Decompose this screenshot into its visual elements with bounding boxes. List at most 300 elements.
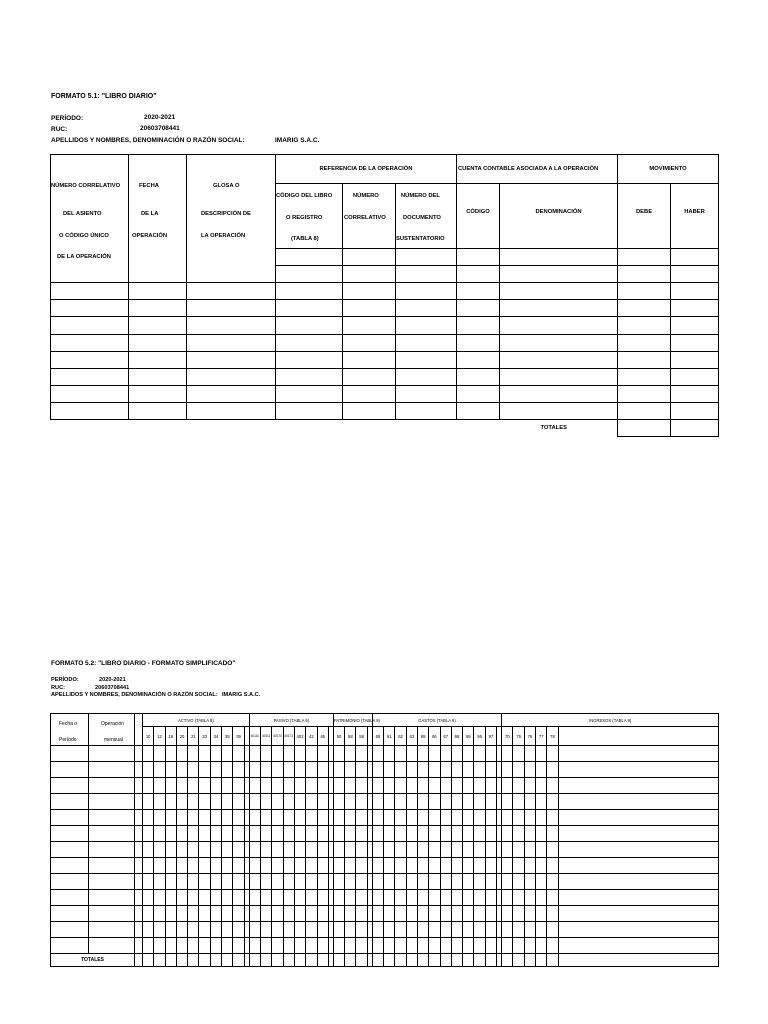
f1-table-cell[interactable] xyxy=(129,403,187,420)
f2-table-cell[interactable] xyxy=(283,858,294,874)
f1-table-cell[interactable] xyxy=(129,352,187,369)
f2-table-cell[interactable] xyxy=(485,826,496,842)
f2-table-cell[interactable] xyxy=(154,858,165,874)
f2-table-cell[interactable] xyxy=(429,746,440,762)
f2-table-cell[interactable] xyxy=(485,778,496,794)
f1-table-cell[interactable] xyxy=(457,403,500,420)
f2-table-cell[interactable] xyxy=(210,858,221,874)
f2-table-cell[interactable] xyxy=(547,906,558,922)
f1-table-cell[interactable] xyxy=(396,249,457,266)
f2-table-cell[interactable] xyxy=(143,874,154,890)
f2-table-cell[interactable] xyxy=(199,906,210,922)
f2-table-cell[interactable] xyxy=(333,874,344,890)
f1-table-cell[interactable] xyxy=(457,369,500,386)
f2-table-cell[interactable] xyxy=(333,810,344,826)
f2-table-cell[interactable] xyxy=(372,906,383,922)
f2-table-cell[interactable] xyxy=(406,906,417,922)
f2-table-cell[interactable] xyxy=(474,778,485,794)
f2-total-cell[interactable] xyxy=(294,954,305,967)
f1-table-cell[interactable] xyxy=(457,352,500,369)
f1-table-cell[interactable] xyxy=(343,283,396,300)
f2-table-cell[interactable] xyxy=(485,746,496,762)
f2-table-cell[interactable] xyxy=(261,874,272,890)
f2-table-cell[interactable] xyxy=(513,938,524,954)
f2-total-cell[interactable] xyxy=(485,954,496,967)
f2-table-cell[interactable] xyxy=(143,778,154,794)
f2-total-cell[interactable] xyxy=(210,954,221,967)
f2-table-cell[interactable] xyxy=(154,810,165,826)
f2-table-cell[interactable] xyxy=(89,826,135,842)
f1-table-cell[interactable] xyxy=(618,266,671,283)
f2-table-cell[interactable] xyxy=(547,810,558,826)
f1-table-cell[interactable] xyxy=(276,386,343,403)
f2-table-cell[interactable] xyxy=(485,938,496,954)
f2-table-cell[interactable] xyxy=(524,858,535,874)
f2-table-cell[interactable] xyxy=(188,810,199,826)
f2-table-cell[interactable] xyxy=(294,842,305,858)
f2-table-cell[interactable] xyxy=(502,938,513,954)
f2-table-cell[interactable] xyxy=(345,810,356,826)
f2-table-cell[interactable] xyxy=(199,874,210,890)
f2-table-cell[interactable] xyxy=(135,746,143,762)
f2-table-cell[interactable] xyxy=(210,906,221,922)
f1-table-cell[interactable] xyxy=(396,369,457,386)
f2-table-cell[interactable] xyxy=(135,842,143,858)
f2-table-cell[interactable] xyxy=(135,762,143,778)
f2-table-cell[interactable] xyxy=(345,906,356,922)
f2-table-cell[interactable] xyxy=(524,922,535,938)
f2-table-cell[interactable] xyxy=(283,874,294,890)
f2-table-cell[interactable] xyxy=(306,762,317,778)
f1-table-cell[interactable] xyxy=(500,352,618,369)
f2-table-cell[interactable] xyxy=(333,762,344,778)
f2-total-cell[interactable] xyxy=(176,954,187,967)
f2-table-cell[interactable] xyxy=(536,906,547,922)
f2-table-cell[interactable] xyxy=(210,746,221,762)
f1-total-debe-cell[interactable] xyxy=(618,420,671,437)
f2-table-cell[interactable] xyxy=(451,874,462,890)
f1-table-cell[interactable] xyxy=(671,335,719,352)
f2-table-cell[interactable] xyxy=(222,890,233,906)
f2-table-cell[interactable] xyxy=(558,906,719,922)
f2-table-cell[interactable] xyxy=(317,874,328,890)
f2-table-cell[interactable] xyxy=(249,842,260,858)
f1-table-cell[interactable] xyxy=(276,369,343,386)
f2-table-cell[interactable] xyxy=(417,794,428,810)
f2-table-cell[interactable] xyxy=(451,906,462,922)
f1-table-cell[interactable] xyxy=(276,249,343,266)
f2-table-cell[interactable] xyxy=(372,938,383,954)
f2-table-cell[interactable] xyxy=(524,842,535,858)
f2-table-cell[interactable] xyxy=(356,842,367,858)
f2-table-cell[interactable] xyxy=(536,810,547,826)
f1-table-cell[interactable] xyxy=(276,283,343,300)
f2-table-cell[interactable] xyxy=(222,874,233,890)
f2-total-cell[interactable] xyxy=(547,954,558,967)
f2-table-cell[interactable] xyxy=(261,826,272,842)
f2-table-cell[interactable] xyxy=(210,762,221,778)
f2-table-cell[interactable] xyxy=(135,906,143,922)
f2-table-cell[interactable] xyxy=(384,938,395,954)
f2-table-cell[interactable] xyxy=(558,794,719,810)
f2-table-cell[interactable] xyxy=(89,890,135,906)
f2-table-cell[interactable] xyxy=(474,858,485,874)
f2-table-cell[interactable] xyxy=(165,746,176,762)
f2-table-cell[interactable] xyxy=(199,858,210,874)
f2-table-cell[interactable] xyxy=(233,810,244,826)
f2-total-cell[interactable] xyxy=(317,954,328,967)
f2-table-cell[interactable] xyxy=(306,874,317,890)
f2-table-cell[interactable] xyxy=(345,762,356,778)
f1-table-cell[interactable] xyxy=(129,335,187,352)
f1-table-cell[interactable] xyxy=(457,266,500,283)
f2-table-cell[interactable] xyxy=(463,794,474,810)
f2-table-cell[interactable] xyxy=(294,794,305,810)
f2-table-cell[interactable] xyxy=(306,890,317,906)
f1-table-cell[interactable] xyxy=(457,249,500,266)
f2-table-cell[interactable] xyxy=(417,778,428,794)
f2-table-cell[interactable] xyxy=(135,858,143,874)
f2-total-cell[interactable] xyxy=(524,954,535,967)
f2-table-cell[interactable] xyxy=(51,762,89,778)
f2-table-cell[interactable] xyxy=(395,746,406,762)
f2-table-cell[interactable] xyxy=(356,858,367,874)
f2-table-cell[interactable] xyxy=(429,826,440,842)
f2-table-cell[interactable] xyxy=(463,922,474,938)
f2-table-cell[interactable] xyxy=(372,826,383,842)
f2-table-cell[interactable] xyxy=(451,842,462,858)
f2-table-cell[interactable] xyxy=(417,762,428,778)
f2-table-cell[interactable] xyxy=(333,746,344,762)
f2-table-cell[interactable] xyxy=(558,938,719,954)
f2-table-cell[interactable] xyxy=(294,746,305,762)
f2-table-cell[interactable] xyxy=(210,826,221,842)
f2-table-cell[interactable] xyxy=(406,810,417,826)
f1-table-cell[interactable] xyxy=(671,283,719,300)
f2-table-cell[interactable] xyxy=(463,938,474,954)
f2-table-cell[interactable] xyxy=(199,794,210,810)
f2-table-cell[interactable] xyxy=(429,842,440,858)
f2-table-cell[interactable] xyxy=(89,874,135,890)
f2-table-cell[interactable] xyxy=(89,842,135,858)
f2-table-cell[interactable] xyxy=(502,826,513,842)
f2-table-cell[interactable] xyxy=(143,922,154,938)
f2-table-cell[interactable] xyxy=(463,778,474,794)
f2-table-cell[interactable] xyxy=(51,810,89,826)
f2-table-cell[interactable] xyxy=(283,826,294,842)
f1-table-cell[interactable] xyxy=(187,335,276,352)
f2-table-cell[interactable] xyxy=(135,810,143,826)
f2-table-cell[interactable] xyxy=(272,842,283,858)
f2-table-cell[interactable] xyxy=(143,746,154,762)
f2-table-cell[interactable] xyxy=(502,746,513,762)
f2-table-cell[interactable] xyxy=(536,826,547,842)
f2-table-cell[interactable] xyxy=(233,778,244,794)
f2-table-cell[interactable] xyxy=(233,906,244,922)
f2-table-cell[interactable] xyxy=(188,794,199,810)
f2-table-cell[interactable] xyxy=(395,810,406,826)
f2-table-cell[interactable] xyxy=(333,938,344,954)
f2-table-cell[interactable] xyxy=(283,762,294,778)
f2-table-cell[interactable] xyxy=(524,746,535,762)
f2-table-cell[interactable] xyxy=(384,778,395,794)
f2-table-cell[interactable] xyxy=(558,810,719,826)
f2-table-cell[interactable] xyxy=(249,890,260,906)
f2-table-cell[interactable] xyxy=(51,826,89,842)
f2-table-cell[interactable] xyxy=(333,826,344,842)
f2-table-cell[interactable] xyxy=(345,778,356,794)
f1-table-cell[interactable] xyxy=(343,403,396,420)
f1-table-cell[interactable] xyxy=(343,369,396,386)
f2-table-cell[interactable] xyxy=(188,858,199,874)
f2-table-cell[interactable] xyxy=(547,842,558,858)
f2-table-cell[interactable] xyxy=(283,906,294,922)
f2-table-cell[interactable] xyxy=(502,906,513,922)
f2-table-cell[interactable] xyxy=(249,906,260,922)
f2-table-cell[interactable] xyxy=(51,778,89,794)
f2-table-cell[interactable] xyxy=(463,858,474,874)
f2-table-cell[interactable] xyxy=(199,890,210,906)
f2-table-cell[interactable] xyxy=(429,794,440,810)
f2-table-cell[interactable] xyxy=(524,778,535,794)
f2-table-cell[interactable] xyxy=(249,938,260,954)
f2-table-cell[interactable] xyxy=(417,826,428,842)
f2-table-cell[interactable] xyxy=(222,794,233,810)
f2-table-cell[interactable] xyxy=(283,810,294,826)
f1-table-cell[interactable] xyxy=(500,249,618,266)
f2-table-cell[interactable] xyxy=(154,826,165,842)
f2-table-cell[interactable] xyxy=(249,778,260,794)
f2-table-cell[interactable] xyxy=(485,794,496,810)
f2-table-cell[interactable] xyxy=(306,858,317,874)
f2-table-cell[interactable] xyxy=(261,746,272,762)
f2-table-cell[interactable] xyxy=(451,762,462,778)
f2-table-cell[interactable] xyxy=(317,906,328,922)
f2-table-cell[interactable] xyxy=(356,906,367,922)
f2-table-cell[interactable] xyxy=(485,890,496,906)
f2-table-cell[interactable] xyxy=(395,938,406,954)
f2-table-cell[interactable] xyxy=(233,922,244,938)
f2-table-cell[interactable] xyxy=(440,826,451,842)
f2-table-cell[interactable] xyxy=(222,810,233,826)
f2-table-cell[interactable] xyxy=(306,922,317,938)
f2-table-cell[interactable] xyxy=(547,922,558,938)
f2-table-cell[interactable] xyxy=(188,890,199,906)
f2-table-cell[interactable] xyxy=(395,890,406,906)
f1-table-cell[interactable] xyxy=(51,300,129,317)
f2-table-cell[interactable] xyxy=(547,858,558,874)
f2-table-cell[interactable] xyxy=(283,794,294,810)
f2-table-cell[interactable] xyxy=(294,874,305,890)
f2-table-cell[interactable] xyxy=(536,858,547,874)
f2-table-cell[interactable] xyxy=(143,890,154,906)
f2-total-cell[interactable] xyxy=(440,954,451,967)
f2-table-cell[interactable] xyxy=(135,874,143,890)
f1-table-cell[interactable] xyxy=(396,283,457,300)
f2-table-cell[interactable] xyxy=(165,794,176,810)
f2-total-cell[interactable] xyxy=(384,954,395,967)
f2-table-cell[interactable] xyxy=(406,778,417,794)
f2-table-cell[interactable] xyxy=(89,746,135,762)
f2-total-cell[interactable] xyxy=(417,954,428,967)
f2-table-cell[interactable] xyxy=(451,922,462,938)
f1-table-cell[interactable] xyxy=(51,317,129,335)
f1-table-cell[interactable] xyxy=(457,386,500,403)
f1-table-cell[interactable] xyxy=(276,266,343,283)
f2-table-cell[interactable] xyxy=(317,810,328,826)
f1-table-cell[interactable] xyxy=(343,352,396,369)
f2-table-cell[interactable] xyxy=(210,810,221,826)
f2-table-cell[interactable] xyxy=(474,922,485,938)
f2-table-cell[interactable] xyxy=(502,810,513,826)
f2-table-cell[interactable] xyxy=(165,922,176,938)
f2-table-cell[interactable] xyxy=(429,778,440,794)
f1-table-cell[interactable] xyxy=(51,335,129,352)
f2-table-cell[interactable] xyxy=(384,826,395,842)
f2-table-cell[interactable] xyxy=(233,826,244,842)
f2-table-cell[interactable] xyxy=(283,842,294,858)
f2-table-cell[interactable] xyxy=(176,810,187,826)
f2-table-cell[interactable] xyxy=(154,842,165,858)
f2-table-cell[interactable] xyxy=(536,938,547,954)
f2-table-cell[interactable] xyxy=(294,906,305,922)
f2-table-cell[interactable] xyxy=(165,778,176,794)
f2-table-cell[interactable] xyxy=(451,890,462,906)
f2-table-cell[interactable] xyxy=(513,858,524,874)
f2-table-cell[interactable] xyxy=(176,778,187,794)
f2-total-cell[interactable] xyxy=(135,954,143,967)
f2-table-cell[interactable] xyxy=(233,938,244,954)
f2-table-cell[interactable] xyxy=(429,810,440,826)
f2-table-cell[interactable] xyxy=(176,762,187,778)
f2-table-cell[interactable] xyxy=(451,858,462,874)
f2-table-cell[interactable] xyxy=(474,938,485,954)
f2-table-cell[interactable] xyxy=(51,938,89,954)
f2-table-cell[interactable] xyxy=(384,922,395,938)
f2-table-cell[interactable] xyxy=(294,826,305,842)
f2-table-cell[interactable] xyxy=(294,810,305,826)
f1-table-cell[interactable] xyxy=(671,300,719,317)
f2-table-cell[interactable] xyxy=(440,762,451,778)
f2-table-cell[interactable] xyxy=(356,938,367,954)
f1-table-cell[interactable] xyxy=(51,386,129,403)
f1-table-cell[interactable] xyxy=(51,369,129,386)
f2-table-cell[interactable] xyxy=(222,746,233,762)
f2-total-cell[interactable] xyxy=(502,954,513,967)
f2-table-cell[interactable] xyxy=(176,874,187,890)
f2-table-cell[interactable] xyxy=(463,842,474,858)
f2-table-cell[interactable] xyxy=(463,874,474,890)
f1-table-cell[interactable] xyxy=(618,369,671,386)
f2-table-cell[interactable] xyxy=(249,858,260,874)
f2-table-cell[interactable] xyxy=(272,762,283,778)
f2-table-cell[interactable] xyxy=(222,778,233,794)
f2-table-cell[interactable] xyxy=(222,858,233,874)
f2-table-cell[interactable] xyxy=(272,906,283,922)
f2-table-cell[interactable] xyxy=(188,874,199,890)
f2-table-cell[interactable] xyxy=(485,922,496,938)
f2-table-cell[interactable] xyxy=(283,778,294,794)
f2-table-cell[interactable] xyxy=(210,938,221,954)
f2-table-cell[interactable] xyxy=(143,938,154,954)
f2-table-cell[interactable] xyxy=(417,922,428,938)
f2-table-cell[interactable] xyxy=(345,874,356,890)
f2-table-cell[interactable] xyxy=(356,826,367,842)
f2-table-cell[interactable] xyxy=(417,842,428,858)
f1-table-cell[interactable] xyxy=(396,317,457,335)
f2-table-cell[interactable] xyxy=(395,762,406,778)
f2-table-cell[interactable] xyxy=(89,810,135,826)
f2-table-cell[interactable] xyxy=(176,922,187,938)
f1-table-cell[interactable] xyxy=(343,300,396,317)
f2-table-cell[interactable] xyxy=(536,922,547,938)
f2-table-cell[interactable] xyxy=(417,858,428,874)
f1-table-cell[interactable] xyxy=(187,386,276,403)
f2-total-cell[interactable] xyxy=(154,954,165,967)
f1-table-cell[interactable] xyxy=(618,386,671,403)
f2-table-cell[interactable] xyxy=(406,842,417,858)
f2-table-cell[interactable] xyxy=(188,938,199,954)
f1-table-cell[interactable] xyxy=(618,249,671,266)
f2-table-cell[interactable] xyxy=(294,778,305,794)
f2-table-cell[interactable] xyxy=(89,762,135,778)
f2-table-cell[interactable] xyxy=(524,826,535,842)
f2-total-cell[interactable] xyxy=(199,954,210,967)
f2-table-cell[interactable] xyxy=(249,794,260,810)
f2-table-cell[interactable] xyxy=(272,890,283,906)
f2-table-cell[interactable] xyxy=(306,938,317,954)
f2-table-cell[interactable] xyxy=(272,778,283,794)
f2-table-cell[interactable] xyxy=(135,794,143,810)
f1-table-cell[interactable] xyxy=(618,317,671,335)
f2-table-cell[interactable] xyxy=(283,890,294,906)
f1-table-cell[interactable] xyxy=(396,386,457,403)
f2-table-cell[interactable] xyxy=(210,778,221,794)
f2-table-cell[interactable] xyxy=(440,810,451,826)
f1-table-cell[interactable] xyxy=(500,317,618,335)
f2-table-cell[interactable] xyxy=(249,826,260,842)
f2-table-cell[interactable] xyxy=(143,794,154,810)
f2-table-cell[interactable] xyxy=(51,906,89,922)
f2-table-cell[interactable] xyxy=(372,778,383,794)
f2-table-cell[interactable] xyxy=(188,826,199,842)
f2-table-cell[interactable] xyxy=(261,794,272,810)
f2-table-cell[interactable] xyxy=(372,842,383,858)
f1-table-cell[interactable] xyxy=(671,317,719,335)
f2-table-cell[interactable] xyxy=(345,858,356,874)
f2-table-cell[interactable] xyxy=(463,746,474,762)
f2-table-cell[interactable] xyxy=(463,826,474,842)
f2-table-cell[interactable] xyxy=(333,858,344,874)
f2-table-cell[interactable] xyxy=(261,778,272,794)
f2-table-cell[interactable] xyxy=(502,778,513,794)
f2-table-cell[interactable] xyxy=(165,826,176,842)
f2-table-cell[interactable] xyxy=(89,794,135,810)
f2-table-cell[interactable] xyxy=(429,922,440,938)
f2-total-cell[interactable] xyxy=(463,954,474,967)
f1-table-cell[interactable] xyxy=(618,403,671,420)
f2-table-cell[interactable] xyxy=(306,778,317,794)
f2-table-cell[interactable] xyxy=(345,746,356,762)
f2-table-cell[interactable] xyxy=(333,794,344,810)
f2-table-cell[interactable] xyxy=(558,874,719,890)
f2-total-cell[interactable] xyxy=(513,954,524,967)
f1-table-cell[interactable] xyxy=(276,335,343,352)
f2-table-cell[interactable] xyxy=(502,842,513,858)
f2-table-cell[interactable] xyxy=(210,874,221,890)
f1-table-cell[interactable] xyxy=(500,403,618,420)
f2-table-cell[interactable] xyxy=(176,842,187,858)
